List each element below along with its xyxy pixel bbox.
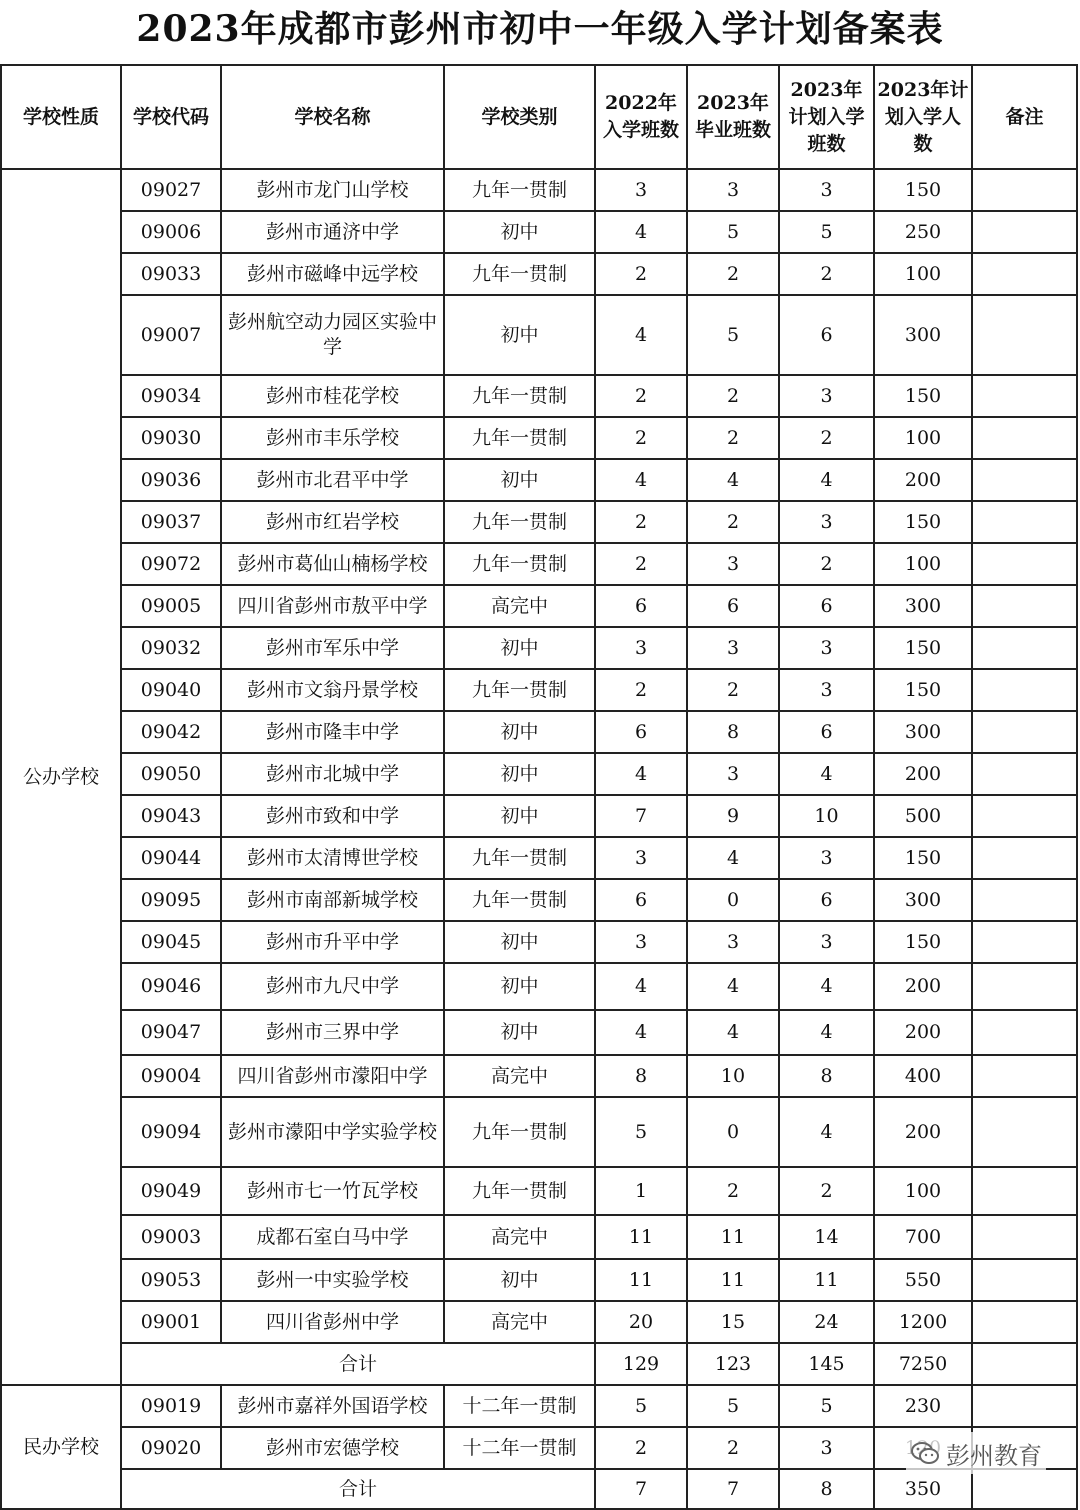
- table-row: [1, 921, 1077, 963]
- school-name: 彭州市濛阳中学实验学校: [221, 1097, 444, 1167]
- school-name: 彭州市丰乐学校: [221, 417, 444, 459]
- remarks-cell: [972, 417, 1077, 459]
- plan-classes-2023: 6: [779, 879, 874, 921]
- header-code: 学校代码: [121, 65, 221, 169]
- table-row: [1, 169, 1077, 211]
- school-name: 彭州市军乐中学: [221, 627, 444, 669]
- school-type: 十二年一贯制: [444, 1427, 595, 1469]
- school-code: 09007: [121, 295, 221, 375]
- graduating-2023: 5: [687, 295, 779, 375]
- school-code: 09095: [121, 879, 221, 921]
- school-type: 九年一贯制: [444, 879, 595, 921]
- plan-classes-2023: 10: [779, 795, 874, 837]
- school-type: 九年一贯制: [444, 253, 595, 295]
- plan-students-2023: 150: [874, 669, 972, 711]
- school-code: 09030: [121, 417, 221, 459]
- graduating-2023: 0: [687, 879, 779, 921]
- classes-2022: 5: [595, 1097, 687, 1167]
- table-body: [1, 169, 1077, 1509]
- school-type: 初中: [444, 1010, 595, 1055]
- school-type: 初中: [444, 963, 595, 1010]
- school-code: 09006: [121, 211, 221, 253]
- school-type: 初中: [444, 295, 595, 375]
- total-classes-2022: 129: [595, 1343, 687, 1385]
- total-plan-classes-2023: 145: [779, 1343, 874, 1385]
- table-row: [1, 585, 1077, 627]
- plan-students-2023: 300: [874, 295, 972, 375]
- plan-students-2023: 200: [874, 459, 972, 501]
- school-type: 高完中: [444, 1215, 595, 1259]
- school-type: 十二年一贯制: [444, 1385, 595, 1427]
- graduating-2023: 6: [687, 585, 779, 627]
- graduating-2023: 2: [687, 669, 779, 711]
- plan-students-2023: 400: [874, 1055, 972, 1097]
- table-row: [1, 501, 1077, 543]
- school-type: 初中: [444, 711, 595, 753]
- school-code: 09045: [121, 921, 221, 963]
- table-row: [1, 1167, 1077, 1215]
- header-2023-plan-classes: 2023年计划入学班数: [779, 65, 874, 169]
- school-name: 彭州一中实验学校: [221, 1259, 444, 1301]
- school-type: 九年一贯制: [444, 1097, 595, 1167]
- school-type: 九年一贯制: [444, 169, 595, 211]
- plan-classes-2023: 4: [779, 1010, 874, 1055]
- graduating-2023: 11: [687, 1259, 779, 1301]
- plan-students-2023: 150: [874, 169, 972, 211]
- table-row: [1, 211, 1077, 253]
- plan-students-2023: 500: [874, 795, 972, 837]
- header-2022-classes: 2022年入学班数: [595, 65, 687, 169]
- school-code: 09019: [121, 1385, 221, 1427]
- classes-2022: 4: [595, 753, 687, 795]
- plan-students-2023: 300: [874, 879, 972, 921]
- graduating-2023: 2: [687, 501, 779, 543]
- classes-2022: 4: [595, 211, 687, 253]
- remarks-cell: [972, 963, 1077, 1010]
- plan-students-2023: 550: [874, 1259, 972, 1301]
- remarks-cell: [972, 253, 1077, 295]
- classes-2022: 6: [595, 879, 687, 921]
- plan-students-2023: 150: [874, 837, 972, 879]
- school-type: 九年一贯制: [444, 1167, 595, 1215]
- classes-2022: 2: [595, 543, 687, 585]
- plan-classes-2023: 6: [779, 585, 874, 627]
- school-type: 初中: [444, 921, 595, 963]
- table-row: [1, 543, 1077, 585]
- classes-2022: 6: [595, 585, 687, 627]
- remarks-cell: [972, 627, 1077, 669]
- classes-2022: 3: [595, 169, 687, 211]
- table-row: [1, 1055, 1077, 1097]
- total-classes-2022: 7: [595, 1469, 687, 1509]
- remarks-cell: [972, 169, 1077, 211]
- graduating-2023: 10: [687, 1055, 779, 1097]
- plan-classes-2023: 2: [779, 543, 874, 585]
- total-label: 合计: [121, 1469, 595, 1509]
- classes-2022: 4: [595, 295, 687, 375]
- total-row: [1, 1469, 1077, 1509]
- graduating-2023: 2: [687, 375, 779, 417]
- plan-students-2023: 250: [874, 211, 972, 253]
- table-row: [1, 879, 1077, 921]
- graduating-2023: 2: [687, 1167, 779, 1215]
- remarks-cell: [972, 753, 1077, 795]
- table-row: [1, 1215, 1077, 1259]
- school-type: 初中: [444, 795, 595, 837]
- header-row: [1, 65, 1077, 169]
- graduating-2023: 2: [687, 1427, 779, 1469]
- plan-classes-2023: 3: [779, 921, 874, 963]
- school-code: 09033: [121, 253, 221, 295]
- school-code: 09005: [121, 585, 221, 627]
- school-type: 初中: [444, 627, 595, 669]
- remarks-cell: [972, 501, 1077, 543]
- school-type: 高完中: [444, 585, 595, 627]
- plan-classes-2023: 2: [779, 1167, 874, 1215]
- classes-2022: 11: [595, 1259, 687, 1301]
- remarks-cell: [972, 1055, 1077, 1097]
- graduating-2023: 4: [687, 837, 779, 879]
- table-row: [1, 627, 1077, 669]
- remarks-cell: [972, 211, 1077, 253]
- classes-2022: 2: [595, 669, 687, 711]
- classes-2022: 1: [595, 1167, 687, 1215]
- table-row: [1, 837, 1077, 879]
- school-type: 九年一贯制: [444, 669, 595, 711]
- table-row: [1, 1301, 1077, 1343]
- classes-2022: 3: [595, 921, 687, 963]
- school-name: 彭州市太清博世学校: [221, 837, 444, 879]
- school-code: 09032: [121, 627, 221, 669]
- plan-classes-2023: 4: [779, 459, 874, 501]
- enrollment-table: [0, 64, 1078, 1510]
- classes-2022: 11: [595, 1215, 687, 1259]
- graduating-2023: 3: [687, 753, 779, 795]
- header-nature: 学校性质: [1, 65, 121, 169]
- plan-classes-2023: 3: [779, 669, 874, 711]
- graduating-2023: 11: [687, 1215, 779, 1259]
- total-plan-students-2023: 350: [874, 1469, 972, 1509]
- school-code: 09042: [121, 711, 221, 753]
- classes-2022: 2: [595, 253, 687, 295]
- classes-2022: 2: [595, 1427, 687, 1469]
- graduating-2023: 4: [687, 1010, 779, 1055]
- school-name: 彭州市嘉祥外国语学校: [221, 1385, 444, 1427]
- school-name: 彭州市磁峰中远学校: [221, 253, 444, 295]
- graduating-2023: 9: [687, 795, 779, 837]
- school-name: 彭州市北城中学: [221, 753, 444, 795]
- school-code: 09003: [121, 1215, 221, 1259]
- school-name: 彭州市隆丰中学: [221, 711, 444, 753]
- plan-classes-2023: 24: [779, 1301, 874, 1343]
- school-name: 彭州市通济中学: [221, 211, 444, 253]
- classes-2022: 2: [595, 375, 687, 417]
- school-name: 彭州市南部新城学校: [221, 879, 444, 921]
- plan-students-2023: 200: [874, 963, 972, 1010]
- graduating-2023: 2: [687, 253, 779, 295]
- watermark: [906, 1432, 1046, 1474]
- school-type: 九年一贯制: [444, 501, 595, 543]
- graduating-2023: 3: [687, 921, 779, 963]
- plan-students-2023: 300: [874, 585, 972, 627]
- remarks-cell: [972, 669, 1077, 711]
- remarks-cell: [972, 1167, 1077, 1215]
- school-name: 四川省彭州市敖平中学: [221, 585, 444, 627]
- school-code: 09036: [121, 459, 221, 501]
- table-row: [1, 753, 1077, 795]
- graduating-2023: 4: [687, 459, 779, 501]
- plan-classes-2023: 3: [779, 1427, 874, 1469]
- school-type: 初中: [444, 1259, 595, 1301]
- school-name: 彭州市龙门山学校: [221, 169, 444, 211]
- plan-students-2023: 150: [874, 627, 972, 669]
- school-name: 彭州市红岩学校: [221, 501, 444, 543]
- remarks-cell: [972, 921, 1077, 963]
- table-row: [1, 963, 1077, 1010]
- school-name: 彭州市升平中学: [221, 921, 444, 963]
- school-code: 09040: [121, 669, 221, 711]
- plan-students-2023: 100: [874, 543, 972, 585]
- graduating-2023: 8: [687, 711, 779, 753]
- school-name: 彭州市致和中学: [221, 795, 444, 837]
- plan-students-2023: 700: [874, 1215, 972, 1259]
- school-type: 九年一贯制: [444, 837, 595, 879]
- classes-2022: 4: [595, 963, 687, 1010]
- school-name: 四川省彭州中学: [221, 1301, 444, 1343]
- plan-students-2023: 150: [874, 921, 972, 963]
- table-row: [1, 1097, 1077, 1167]
- remarks-cell: [972, 879, 1077, 921]
- graduating-2023: 3: [687, 543, 779, 585]
- school-name: 彭州市葛仙山楠杨学校: [221, 543, 444, 585]
- table-row: [1, 795, 1077, 837]
- plan-students-2023: 100: [874, 1167, 972, 1215]
- school-name: 彭州市三界中学: [221, 1010, 444, 1055]
- school-type: 初中: [444, 459, 595, 501]
- plan-classes-2023: 14: [779, 1215, 874, 1259]
- header-remarks: 备注: [972, 65, 1077, 169]
- plan-classes-2023: 6: [779, 295, 874, 375]
- plan-classes-2023: 3: [779, 837, 874, 879]
- classes-2022: 2: [595, 417, 687, 459]
- school-code: 09053: [121, 1259, 221, 1301]
- remarks-cell: [972, 1469, 1077, 1509]
- remarks-cell: [972, 1385, 1077, 1427]
- plan-classes-2023: 5: [779, 1385, 874, 1427]
- remarks-cell: [972, 375, 1077, 417]
- page-title: 2023年成都市彭州市初中一年级入学计划备案表: [136, 8, 944, 50]
- plan-students-2023: 200: [874, 1010, 972, 1055]
- plan-students-2023: 150: [874, 501, 972, 543]
- plan-classes-2023: 8: [779, 1055, 874, 1097]
- table-row: [1, 711, 1077, 753]
- table-row: [1, 669, 1077, 711]
- classes-2022: 5: [595, 1385, 687, 1427]
- plan-students-2023: 230: [874, 1385, 972, 1427]
- school-type: 九年一贯制: [444, 417, 595, 459]
- classes-2022: 4: [595, 1010, 687, 1055]
- remarks-cell: [972, 1010, 1077, 1055]
- remarks-cell: [972, 795, 1077, 837]
- school-type: 九年一贯制: [444, 375, 595, 417]
- school-name: 彭州市七一竹瓦学校: [221, 1167, 444, 1215]
- total-plan-classes-2023: 8: [779, 1469, 874, 1509]
- plan-students-2023: 150: [874, 375, 972, 417]
- total-graduating-2023: 7: [687, 1469, 779, 1509]
- remarks-cell: [972, 837, 1077, 879]
- remarks-cell: [972, 1259, 1077, 1301]
- school-name: 彭州市北君平中学: [221, 459, 444, 501]
- school-name: 成都石室白马中学: [221, 1215, 444, 1259]
- graduating-2023: 4: [687, 963, 779, 1010]
- plan-classes-2023: 3: [779, 501, 874, 543]
- school-name: 彭州市宏德学校: [221, 1427, 444, 1469]
- school-type: 初中: [444, 753, 595, 795]
- classes-2022: 4: [595, 459, 687, 501]
- school-code: 09046: [121, 963, 221, 1010]
- school-code: 09034: [121, 375, 221, 417]
- remarks-cell: [972, 459, 1077, 501]
- school-name: 四川省彭州市濛阳中学: [221, 1055, 444, 1097]
- plan-classes-2023: 4: [779, 1097, 874, 1167]
- header-type: 学校类别: [444, 65, 595, 169]
- graduating-2023: 2: [687, 417, 779, 459]
- graduating-2023: 5: [687, 1385, 779, 1427]
- school-type: 高完中: [444, 1301, 595, 1343]
- watermark-text: 彭州教育: [946, 1441, 1042, 1470]
- school-code: 09027: [121, 169, 221, 211]
- table-row: [1, 417, 1077, 459]
- plan-classes-2023: 4: [779, 753, 874, 795]
- classes-2022: 2: [595, 501, 687, 543]
- school-type: 初中: [444, 211, 595, 253]
- school-code: 09094: [121, 1097, 221, 1167]
- header-2023-plan-students: 2023年计划入学人数: [874, 65, 972, 169]
- school-name: 彭州航空动力园区实验中学: [221, 295, 444, 375]
- plan-students-2023: 100: [874, 253, 972, 295]
- school-code: 09037: [121, 501, 221, 543]
- school-code: 09050: [121, 753, 221, 795]
- plan-classes-2023: 2: [779, 417, 874, 459]
- classes-2022: 6: [595, 711, 687, 753]
- wechat-icon: [910, 1440, 940, 1466]
- plan-classes-2023: 5: [779, 211, 874, 253]
- remarks-cell: [972, 1097, 1077, 1167]
- total-row: [1, 1343, 1077, 1385]
- table-row: [1, 459, 1077, 501]
- school-type: 高完中: [444, 1055, 595, 1097]
- plan-classes-2023: 3: [779, 627, 874, 669]
- plan-classes-2023: 2: [779, 253, 874, 295]
- header-2023-graduating: 2023年毕业班数: [687, 65, 779, 169]
- total-graduating-2023: 123: [687, 1343, 779, 1385]
- remarks-cell: [972, 1301, 1077, 1343]
- classes-2022: 3: [595, 837, 687, 879]
- classes-2022: 7: [595, 795, 687, 837]
- plan-classes-2023: 4: [779, 963, 874, 1010]
- table-row: [1, 1259, 1077, 1301]
- graduating-2023: 0: [687, 1097, 779, 1167]
- plan-students-2023: 300: [874, 711, 972, 753]
- classes-2022: 20: [595, 1301, 687, 1343]
- table-row: [1, 375, 1077, 417]
- plan-students-2023: 200: [874, 1097, 972, 1167]
- school-code: 09004: [121, 1055, 221, 1097]
- school-type: 九年一贯制: [444, 543, 595, 585]
- table-row: [1, 1385, 1077, 1427]
- classes-2022: 8: [595, 1055, 687, 1097]
- school-code: 09049: [121, 1167, 221, 1215]
- table-row: [1, 1010, 1077, 1055]
- remarks-cell: [972, 711, 1077, 753]
- school-code: 09020: [121, 1427, 221, 1469]
- plan-students-2023: 100: [874, 417, 972, 459]
- school-code: 09043: [121, 795, 221, 837]
- private-school-label: 民办学校: [1, 1385, 121, 1509]
- school-code: 09072: [121, 543, 221, 585]
- remarks-cell: [972, 295, 1077, 375]
- remarks-cell: [972, 1215, 1077, 1259]
- school-code: 09001: [121, 1301, 221, 1343]
- public-school-label: 公办学校: [1, 169, 121, 1385]
- graduating-2023: 3: [687, 169, 779, 211]
- plan-classes-2023: 3: [779, 375, 874, 417]
- school-name: 彭州市文翁丹景学校: [221, 669, 444, 711]
- table-row: [1, 295, 1077, 375]
- graduating-2023: 3: [687, 627, 779, 669]
- total-plan-students-2023: 7250: [874, 1343, 972, 1385]
- school-name: 彭州市九尺中学: [221, 963, 444, 1010]
- school-code: 09047: [121, 1010, 221, 1055]
- remarks-cell: [972, 1343, 1077, 1385]
- plan-students-2023: 1200: [874, 1301, 972, 1343]
- school-code: 09044: [121, 837, 221, 879]
- plan-classes-2023: 11: [779, 1259, 874, 1301]
- school-name: 彭州市桂花学校: [221, 375, 444, 417]
- plan-classes-2023: 6: [779, 711, 874, 753]
- table-row: [1, 253, 1077, 295]
- remarks-cell: [972, 543, 1077, 585]
- classes-2022: 3: [595, 627, 687, 669]
- graduating-2023: 5: [687, 211, 779, 253]
- header-name: 学校名称: [221, 65, 444, 169]
- remarks-cell: [972, 585, 1077, 627]
- plan-classes-2023: 3: [779, 169, 874, 211]
- total-label: 合计: [121, 1343, 595, 1385]
- graduating-2023: 15: [687, 1301, 779, 1343]
- plan-students-2023: 200: [874, 753, 972, 795]
